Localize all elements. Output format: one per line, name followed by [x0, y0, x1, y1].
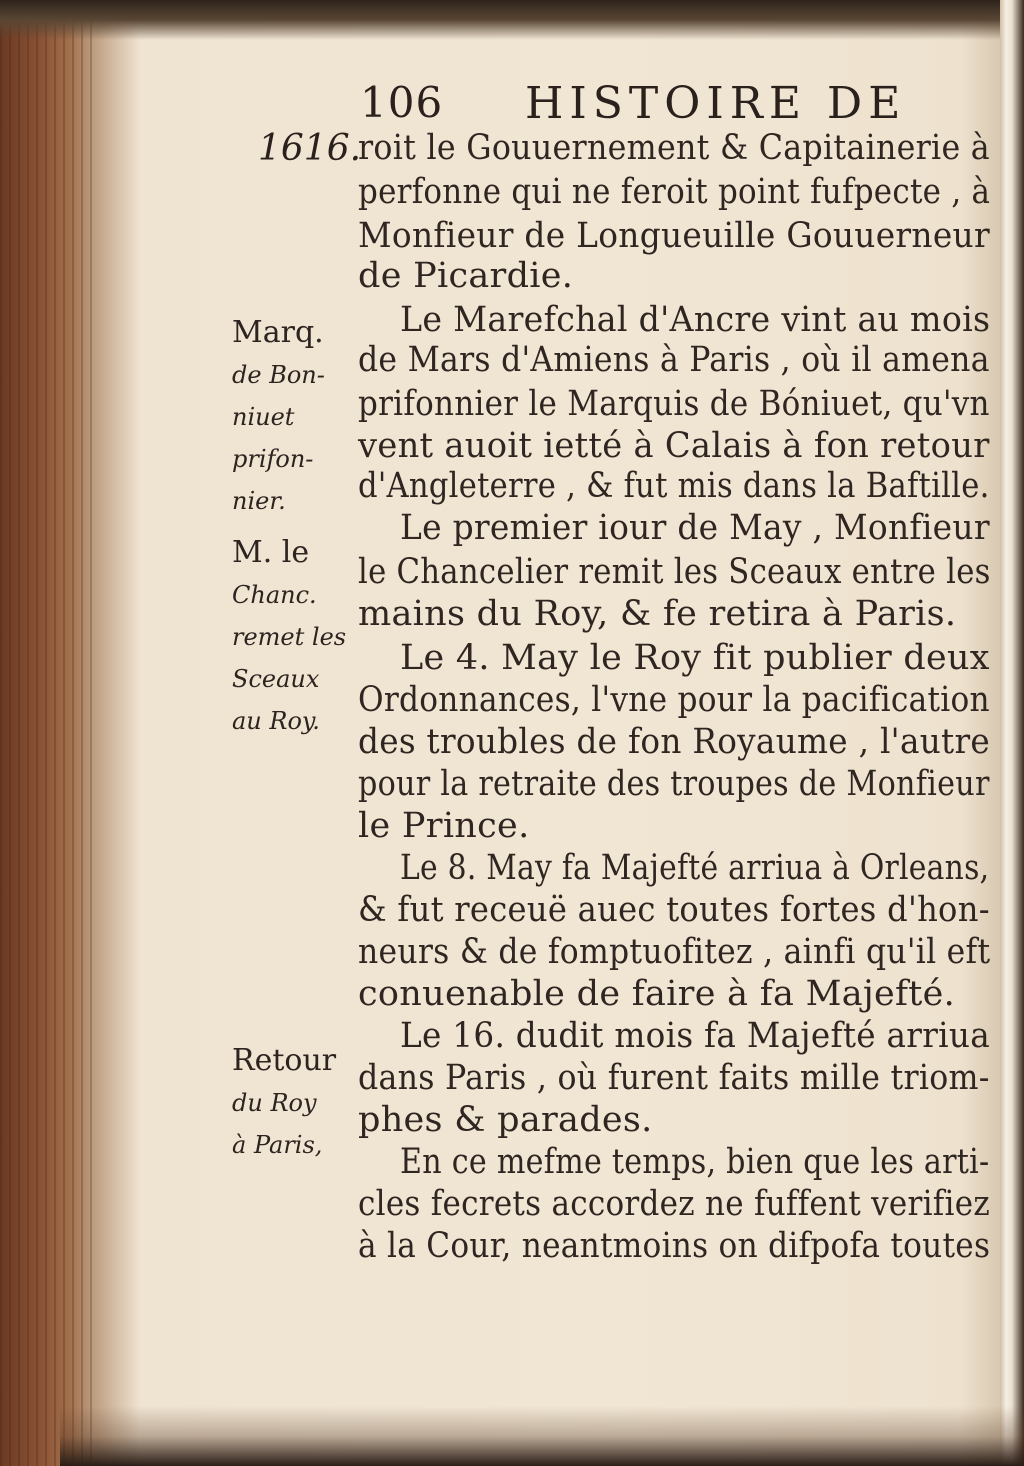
margin-note-line: au Roy. [232, 707, 320, 735]
margin-note-line: de Bon- [232, 361, 325, 389]
text-line: cles fecrets accordez ne fuffent verifiez [358, 1184, 990, 1224]
margin-note-line: du Roy [232, 1089, 317, 1117]
page-right-edge [1000, 0, 1024, 1466]
margin-note-line: niuet [232, 403, 295, 431]
text-line: prifonnier le Marquis de Bóniuet, qu'vn [358, 384, 990, 424]
margin-note-marquis [232, 312, 325, 522]
text-line: vent auoit ietté à Calais à fon retour [358, 426, 990, 466]
margin-note-line: Sceaux [232, 665, 320, 693]
text-line: perfonne qui ne feroit point fufpecte , à [358, 172, 991, 212]
text-line: Ordonnances, l'vne pour la pacification [358, 680, 990, 720]
page-bottom-edge [60, 1406, 1024, 1466]
text-line: pour la retraite des troupes de Monfieur [358, 764, 990, 804]
margin-note-line: Retour [232, 1043, 337, 1078]
page-top-edge [0, 0, 1024, 40]
page-number: 106 [360, 78, 444, 127]
text-line: de Mars d'Amiens à Paris , où il amena [358, 340, 990, 380]
text-line: Le 4. May le Roy fit publier deux [400, 638, 990, 678]
year-marginal: 1616. [258, 128, 362, 169]
text-line: conuenable de faire à fa Majefté. [358, 974, 956, 1014]
text-line: Le 16. dudit mois fa Majefté arriua [400, 1016, 990, 1056]
text-line: En ce mefme temps, bien que les arti- [400, 1142, 990, 1182]
margin-note-retour [232, 1040, 336, 1166]
text-line: Monfieur de Longueuille Gouuerneur [358, 216, 990, 256]
running-title: HISTOIRE DE [525, 78, 907, 129]
text-line: phes & parades. [358, 1100, 653, 1140]
margin-note-line: nier. [232, 487, 286, 515]
text-line: roit le Gouuernement & Capitainerie à [358, 128, 990, 168]
margin-note-line: M. le [232, 535, 310, 570]
text-line: Le 8. May fa Majefté arriua à Orleans, [400, 848, 990, 888]
text-line: d'Angleterre , & fut mis dans la Baftille. [358, 466, 990, 506]
margin-note-line: à Paris, [232, 1131, 323, 1159]
text-line: à la Cour, neantmoins on difpofa toutes [358, 1226, 991, 1266]
spine-texture [0, 0, 95, 1466]
text-line: Le premier iour de May , Monfieur [400, 508, 990, 548]
running-head [360, 78, 920, 128]
margin-note-line: Marq. [232, 315, 324, 350]
text-line: Le Marefchal d'Ancre vint au mois [400, 300, 991, 340]
text-line: le Prince. [358, 806, 530, 846]
margin-note-line: remet les [232, 623, 347, 651]
text-line: mains du Roy, & fe retira à Paris. [358, 594, 957, 634]
text-line: des troubles de fon Royaume , l'autre [358, 722, 991, 762]
text-line: dans Paris , où furent faits mille triom- [358, 1058, 990, 1098]
text-line: de Picardie. [358, 256, 574, 296]
text-line: neurs & de fomptuofitez , ainfi qu'il eft [358, 932, 991, 972]
text-line: & fut receuë auec toutes fortes d'hon- [358, 890, 990, 930]
margin-note-line: prifon- [232, 445, 314, 473]
margin-note-line: Chanc. [232, 581, 317, 609]
text-line: le Chancelier remit les Sceaux entre les [358, 552, 991, 592]
margin-note-chancelier [232, 532, 346, 742]
